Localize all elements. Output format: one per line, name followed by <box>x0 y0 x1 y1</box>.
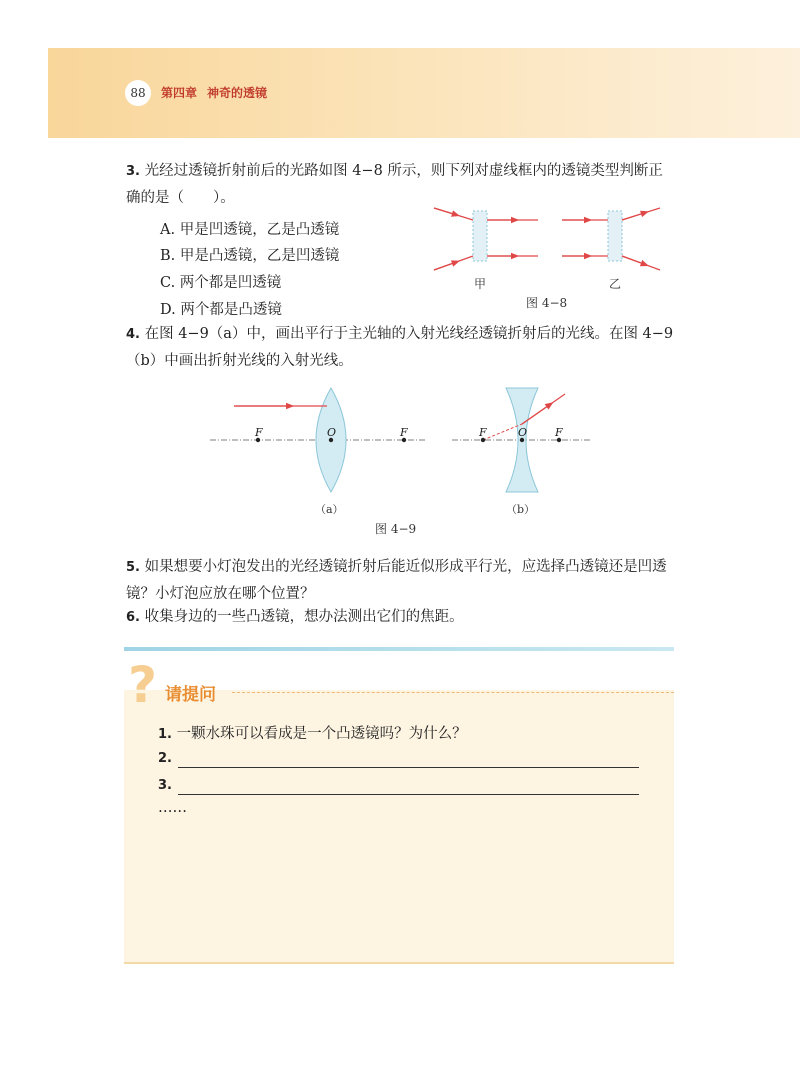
ask-item-3-blank-line[interactable] <box>178 794 639 795</box>
question-5 <box>126 554 674 608</box>
chapter-heading <box>161 84 267 101</box>
label-f-a-left: F <box>255 426 263 439</box>
question-5-number: 5. <box>126 560 140 575</box>
question-4-number: 4. <box>126 327 140 342</box>
ask-item-2-number: 2. <box>158 751 172 766</box>
ask-title: 请提问 <box>165 685 216 705</box>
question-3-number: 3. <box>126 164 140 179</box>
question-6-text: 收集身边的一些凸透镜，想办法测出它们的焦距。 <box>139 609 464 625</box>
label-f-b-right: F <box>555 426 563 439</box>
sub-label-a: （a） <box>315 503 344 516</box>
figure-4-8 <box>420 198 670 298</box>
question-4 <box>126 321 674 375</box>
ask-item-2-blank-line[interactable] <box>178 767 639 768</box>
chapter-title: 神奇的透镜 <box>207 86 268 100</box>
label-o-a: O <box>327 426 337 439</box>
option-c: C. 两个都是凹透镜 <box>160 275 282 291</box>
label-yi: 乙 <box>609 277 622 291</box>
lens-box-jia <box>473 211 487 261</box>
ask-item-2 <box>158 750 172 766</box>
figure-4-8-caption: 图 4−8 <box>526 296 568 310</box>
question-6 <box>126 604 674 631</box>
figure-4-9 <box>200 382 600 518</box>
label-f-a-right: F <box>400 426 408 439</box>
ask-item-1 <box>158 722 467 743</box>
chapter-number: 第四章 <box>161 86 198 100</box>
question-6-number: 6. <box>126 610 140 625</box>
question-4-text: 在图 4−9（a）中，画出平行于主光轴的入射光线经透镜折射后的光线。在图 4−9（b）中画出折射光线的入射光线。 <box>126 326 674 369</box>
ask-item-3 <box>158 777 172 793</box>
question-mark-icon: ? <box>128 656 158 714</box>
ask-title-rule <box>232 692 674 693</box>
question-5-text: 如果想要小灯泡发出的光经透镜折射后能近似形成平行光，应选择凸透镜还是凹透镜？小灯泡应放在哪个位置？ <box>126 559 667 602</box>
ask-item-1-text: 一颗水珠可以看成是一个凸透镜吗？为什么？ <box>171 726 467 742</box>
label-jia: 甲 <box>474 277 487 291</box>
lens-box-yi <box>608 211 622 261</box>
label-f-b-left: F <box>479 426 487 439</box>
sub-label-b: （b） <box>506 503 536 516</box>
option-a: A. 甲是凹透镜，乙是凸透镜 <box>160 222 340 238</box>
figure-4-9-caption: 图 4−9 <box>375 522 417 536</box>
ask-item-3-number: 3. <box>158 778 172 793</box>
option-d: D. 两个都是凸透镜 <box>160 302 282 318</box>
page-number: 88 <box>125 80 151 106</box>
dashed-extension-b <box>483 424 522 440</box>
ask-ellipsis: …… <box>158 800 187 816</box>
label-o-b: O <box>518 426 528 439</box>
question-3-text: 光经过透镜折射前后的光路如图 4−8 所示，则下列对虚线框内的透镜类型判断正确的是（ ）。 <box>126 163 663 206</box>
option-b: B. 甲是凸透镜，乙是凹透镜 <box>160 248 340 264</box>
ask-item-1-number: 1. <box>158 727 172 742</box>
ask-section-border <box>124 962 674 964</box>
section-divider <box>124 647 674 651</box>
